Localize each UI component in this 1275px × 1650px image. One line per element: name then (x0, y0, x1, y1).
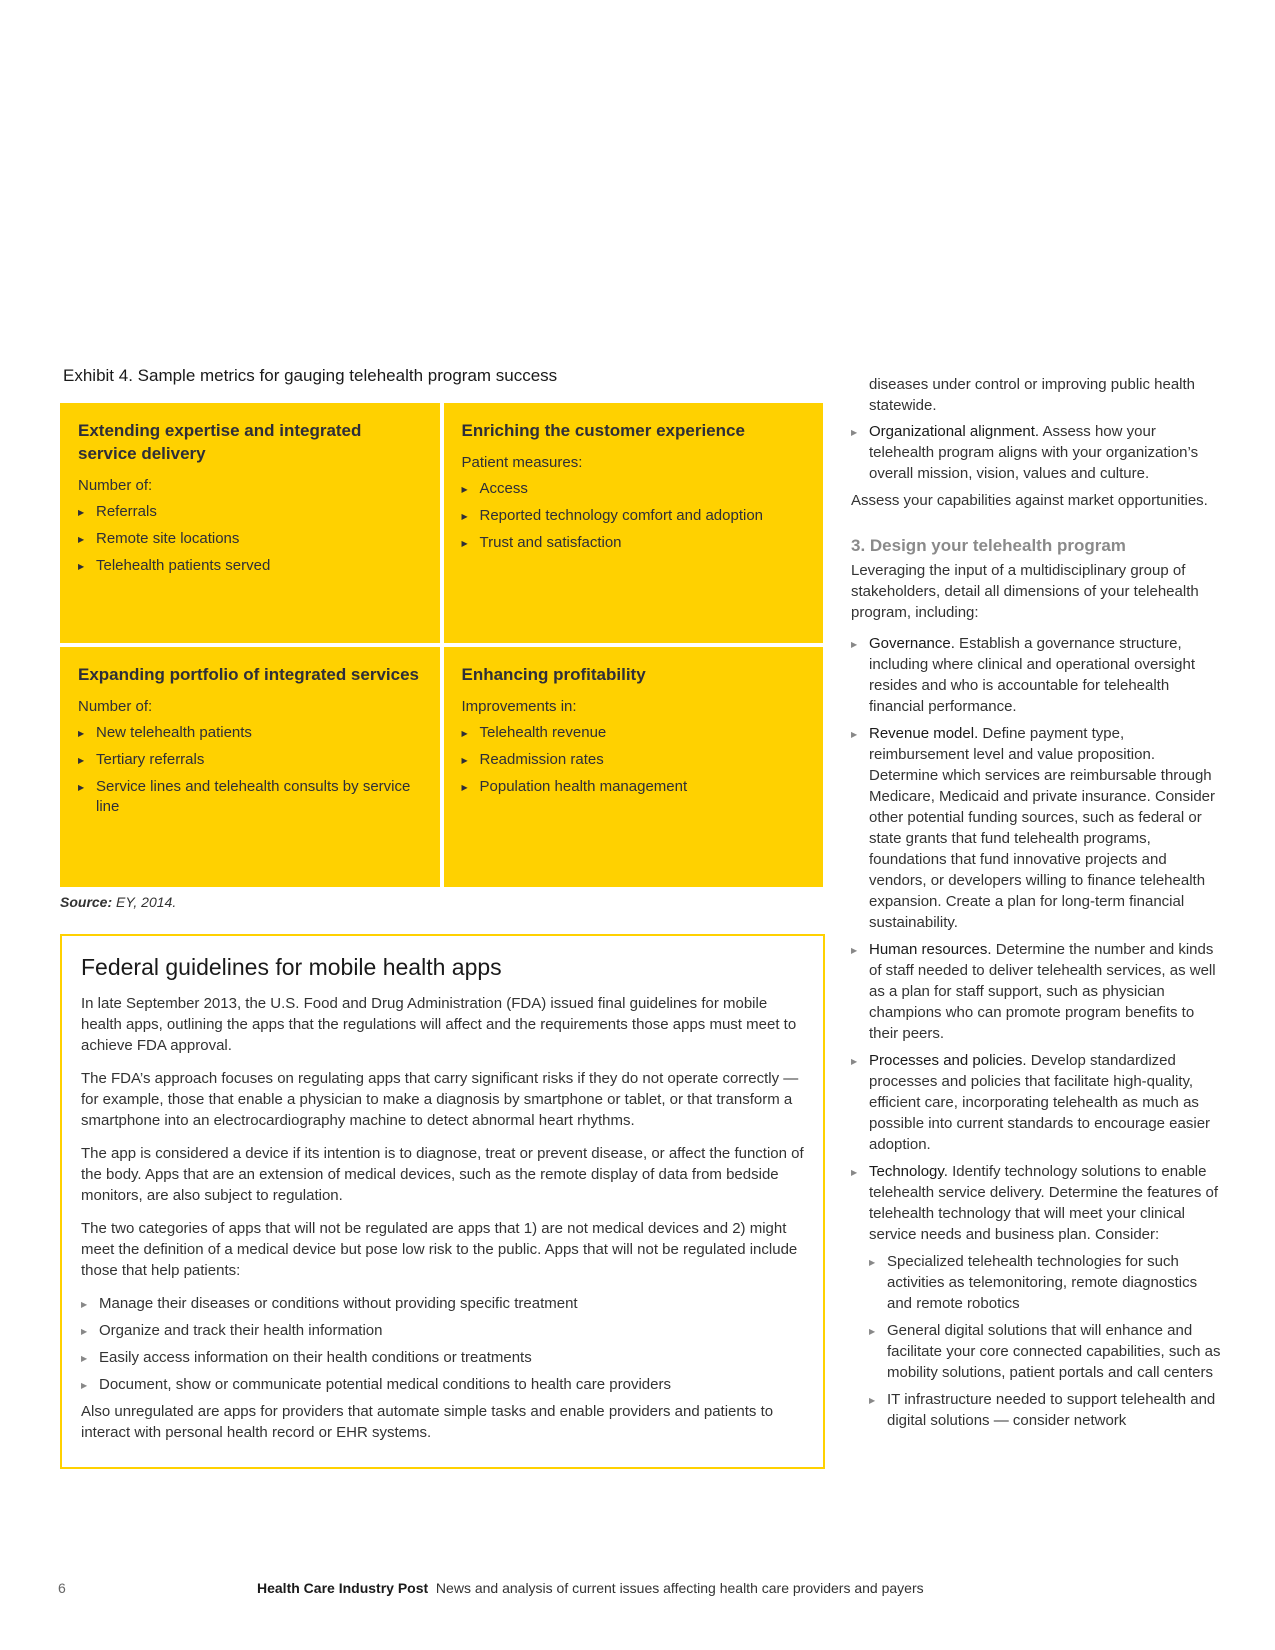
cell-heading: Enriching the customer experience (461, 421, 745, 440)
item-label: Organizational alignment. (869, 423, 1040, 440)
source-text: EY, 2014. (112, 894, 177, 910)
list-item: ▶ Trust and satisfaction (462, 533, 806, 553)
cell-subheading: Number of: (78, 698, 153, 715)
metrics-grid (60, 403, 823, 887)
list-item: ▶ General digital solutions that will enhance and facilitate your core connected capabilities, such as mobility solutions, patient portals and call centers (869, 1320, 1221, 1383)
box-paragraph: The app is considered a device if its intention is to diagnose, treat or prevent disease, or affect the function of the body. Apps that are an extension of medical devices, such as the remote display of data from bedside monitors, are also subject to regulation. (81, 1145, 804, 1204)
item-label: Governance. (869, 635, 955, 652)
box-paragraph: In late September 2013, the U.S. Food and Drug Administration (FDA) issued final guidelines for mobile health apps, outlining the apps that the regulations will affect and the requirements those apps must meet to achieve FDA approval. (81, 995, 797, 1054)
publication-name: Health Care Industry Post (257, 1580, 429, 1596)
cell-heading: Enhancing profitability (461, 665, 646, 684)
list-item: ▶ Remote site locations (78, 529, 422, 549)
exhibit-source (60, 894, 825, 910)
publication-tagline: News and analysis of current issues affecting health care providers and payers (428, 1580, 924, 1596)
exhibit-title: Exhibit 4. Sample metrics for gauging telehealth program success (63, 366, 558, 385)
list-item: ▶ Easily access information on their health conditions or treatments (81, 1347, 805, 1368)
list-item: ▶ Service lines and telehealth consults by service line (78, 777, 422, 817)
item-label: Revenue model. (869, 725, 979, 742)
list-item: ▶ Telehealth revenue (462, 723, 806, 743)
item-text: Identify technology solutions to enable telehealth service delivery. Determine the features of telehealth technology that will meet your clinical service needs and business plan. Consider: (869, 1163, 1219, 1243)
list-item: ▶ Document, show or communicate potential medical conditions to health care providers (81, 1374, 805, 1395)
item-text: Establish a governance structure, including where clinical and operational oversight resides and who is accountable for telehealth financial performance. (869, 635, 1196, 715)
box-closing: Also unregulated are apps for providers that automate simple tasks and enable providers and patients to interact with personal health record or EHR systems. (81, 1403, 774, 1441)
list-item: ▶ Referrals (78, 502, 422, 522)
page-number: 6 (58, 1580, 66, 1596)
list-item (851, 1161, 1221, 1431)
box-paragraph: The two categories of apps that will not be regulated are apps that 1) are not medical devices and 2) might meet the definition of a medical device but pose low risk to the public. Apps that will not be regulated include those that help patients: (81, 1220, 798, 1279)
list-item (851, 723, 1221, 933)
list-item: ▶ Telehealth patients served (78, 556, 422, 576)
left-column (60, 366, 825, 1469)
section-intro: Leveraging the input of a multidisciplinary group of stakeholders, detail all dimensions of your telehealth program, including: (851, 562, 1199, 621)
item-text: Develop standardized processes and policies that facilitate high-quality, efficient care, incorporating telehealth as much as possible into current standards to encourage easier adoption. (869, 1052, 1211, 1153)
section-heading: 3. Design your telehealth program (851, 536, 1126, 555)
cell-list (78, 723, 422, 817)
list-item: ▶ Organize and track their health information (81, 1320, 805, 1341)
list-item: ▶ Readmission rates (462, 750, 806, 770)
box-title: Federal guidelines for mobile health apps (81, 954, 502, 980)
box-bullet-list (81, 1293, 805, 1395)
box-paragraph: The FDA’s approach focuses on regulating apps that carry significant risks if they do not operate correctly — for example, those that enable a physician to make a diagnosis by smartphone or tablet, or that transform a smartphone into an electrocardiography machine to detect abnormal heart rhythms. (81, 1070, 799, 1129)
cell-subheading: Improvements in: (461, 698, 577, 715)
continuation-text: diseases under control or improving public health statewide. (869, 376, 1196, 414)
item-text: Determine the number and kinds of staff needed to deliver telehealth services, as well as a plan for staff support, such as physician champions who can promote program benefits to their peers. (869, 941, 1216, 1042)
publication-line (257, 1580, 924, 1596)
org-alignment-list (851, 421, 1221, 484)
cell-heading: Extending expertise and integrated service delivery (78, 421, 362, 463)
list-item (851, 421, 1221, 484)
cell-list (78, 502, 422, 576)
source-label: Source: (60, 894, 113, 910)
assess-text: Assess your capabilities against market opportunities. (851, 492, 1208, 509)
item-label: Processes and policies. (869, 1052, 1027, 1069)
list-item: ▶ Population health management (462, 777, 806, 797)
list-item: ▶ Specialized telehealth technologies for such activities as telemonitoring, remote diagnostics and remote robotics (869, 1251, 1221, 1314)
cell-list (462, 723, 806, 797)
list-item: ▶ IT infrastructure needed to support telehealth and digital solutions — consider network (869, 1389, 1221, 1431)
item-label: Technology. (869, 1163, 948, 1180)
list-item (851, 1050, 1221, 1155)
metrics-cell-expertise (60, 403, 440, 643)
list-item: ▶ New telehealth patients (78, 723, 422, 743)
cell-heading: Expanding portfolio of integrated services (78, 665, 419, 684)
metrics-cell-profitability (444, 647, 824, 887)
list-item: ▶ Access (462, 479, 806, 499)
technology-sub-list (869, 1251, 1221, 1431)
metrics-cell-customer (444, 403, 824, 643)
item-label: Human resources. (869, 941, 992, 958)
item-text: Assess how your telehealth program aligns with your organization’s overall mission, vision, values and culture. (869, 423, 1199, 482)
metrics-cell-portfolio (60, 647, 440, 887)
cell-list (462, 479, 806, 553)
list-item (851, 633, 1221, 717)
sidebar-box (60, 934, 825, 1469)
list-item (851, 939, 1221, 1044)
design-list (851, 633, 1221, 1431)
list-item: ▶ Tertiary referrals (78, 750, 422, 770)
item-text: Define payment type, reimbursement level and value proposition. Determine which services are reimbursable through Medicare, Medicaid and private insurance. Consider other potential funding sources, such as federal or state grants that fund telehealth programs, foundations that fund innovative projects and vendors, or developers willing to finance telehealth expansion. Create a plan for long-term financial sustainability. (869, 725, 1216, 931)
list-item: ▶ Manage their diseases or conditions without providing specific treatment (81, 1293, 805, 1314)
list-item: ▶ Reported technology comfort and adoption (462, 506, 806, 526)
cell-subheading: Patient measures: (461, 454, 583, 471)
right-column (851, 374, 1221, 1437)
cell-subheading: Number of: (78, 477, 153, 494)
